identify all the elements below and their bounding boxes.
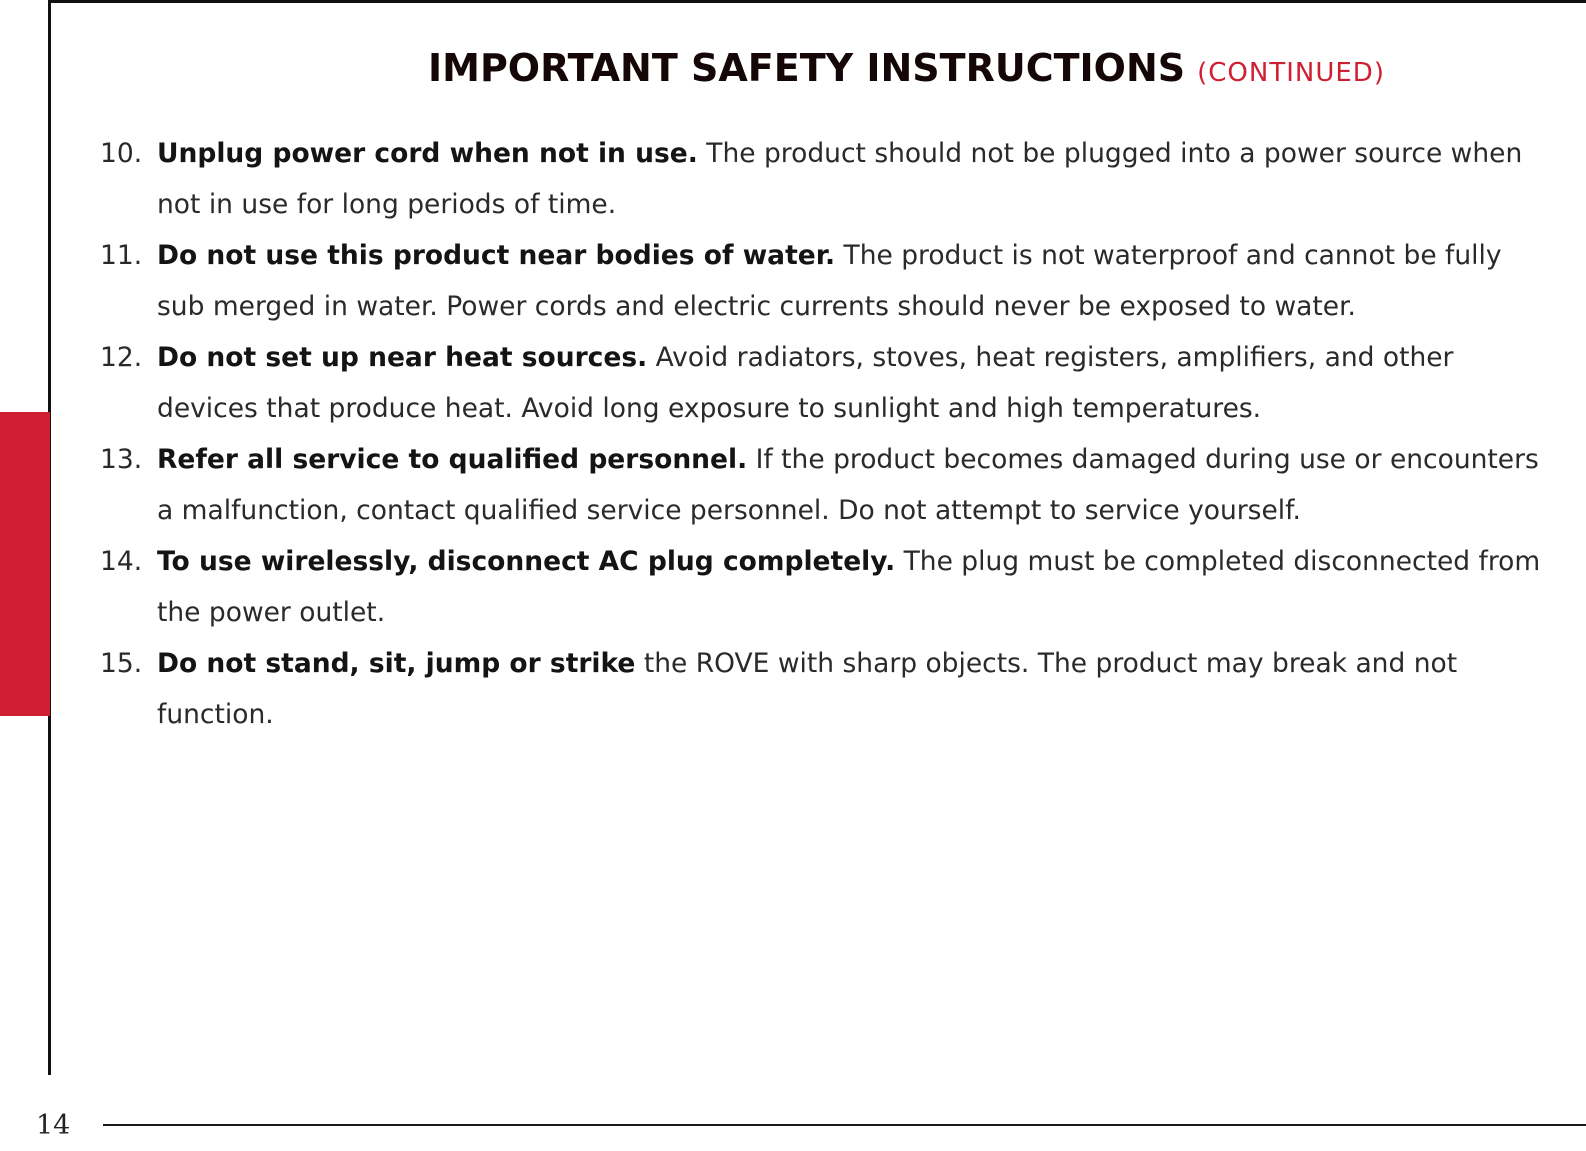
instruction-lead: Do not use this product near bodies of water. bbox=[157, 240, 836, 271]
instruction-text: If the product becomes damaged during use or encounters a malfunction, contact qualified service personnel. Do not attempt to service yourself. bbox=[157, 444, 1539, 526]
instruction-item-13 bbox=[100, 434, 1550, 536]
section-side-tab bbox=[0, 412, 50, 716]
instruction-number: 15. bbox=[100, 648, 143, 679]
safety-instructions-list bbox=[100, 128, 1550, 740]
instruction-number: 11. bbox=[100, 240, 143, 271]
instruction-text: Avoid radiators, stoves, heat registers, amplifiers, and other devices that produce heat. Avoid long exposure to sunlight and high temperatures. bbox=[157, 342, 1454, 424]
instruction-item-10 bbox=[100, 128, 1550, 230]
instruction-text: The product is not waterproof and cannot be fully sub merged in water. Power cords and electric currents should never be exposed to water. bbox=[157, 240, 1502, 322]
instruction-lead: To use wirelessly, disconnect AC plug completely. bbox=[157, 546, 896, 577]
instruction-item-12 bbox=[100, 332, 1550, 434]
page-title-continued: (CONTINUED) bbox=[1197, 58, 1385, 88]
page-title-main: IMPORTANT SAFETY INSTRUCTIONS bbox=[428, 46, 1186, 90]
page-title bbox=[428, 46, 1385, 90]
instruction-text: the ROVE with sharp objects. The product may break and not function. bbox=[157, 648, 1458, 730]
instruction-item-14 bbox=[100, 536, 1550, 638]
instruction-item-15 bbox=[100, 638, 1550, 740]
instruction-text: The product should not be plugged into a power source when not in use for long periods of time. bbox=[157, 138, 1523, 220]
instruction-lead: Refer all service to qualified personnel. bbox=[157, 444, 748, 475]
footer-rule bbox=[103, 1124, 1586, 1126]
instruction-text: The plug must be completed disconnected from the power outlet. bbox=[157, 546, 1541, 628]
page-frame-top-border bbox=[48, 0, 1586, 3]
instruction-number: 12. bbox=[100, 342, 143, 373]
instruction-number: 14. bbox=[100, 546, 143, 577]
page-number: 14 bbox=[36, 1110, 71, 1141]
instruction-lead: Unplug power cord when not in use. bbox=[157, 138, 698, 169]
instruction-lead: Do not set up near heat sources. bbox=[157, 342, 648, 373]
instruction-lead: Do not stand, sit, jump or strike bbox=[157, 648, 636, 679]
instruction-number: 10. bbox=[100, 138, 143, 169]
instruction-number: 13. bbox=[100, 444, 143, 475]
instruction-item-11 bbox=[100, 230, 1550, 332]
